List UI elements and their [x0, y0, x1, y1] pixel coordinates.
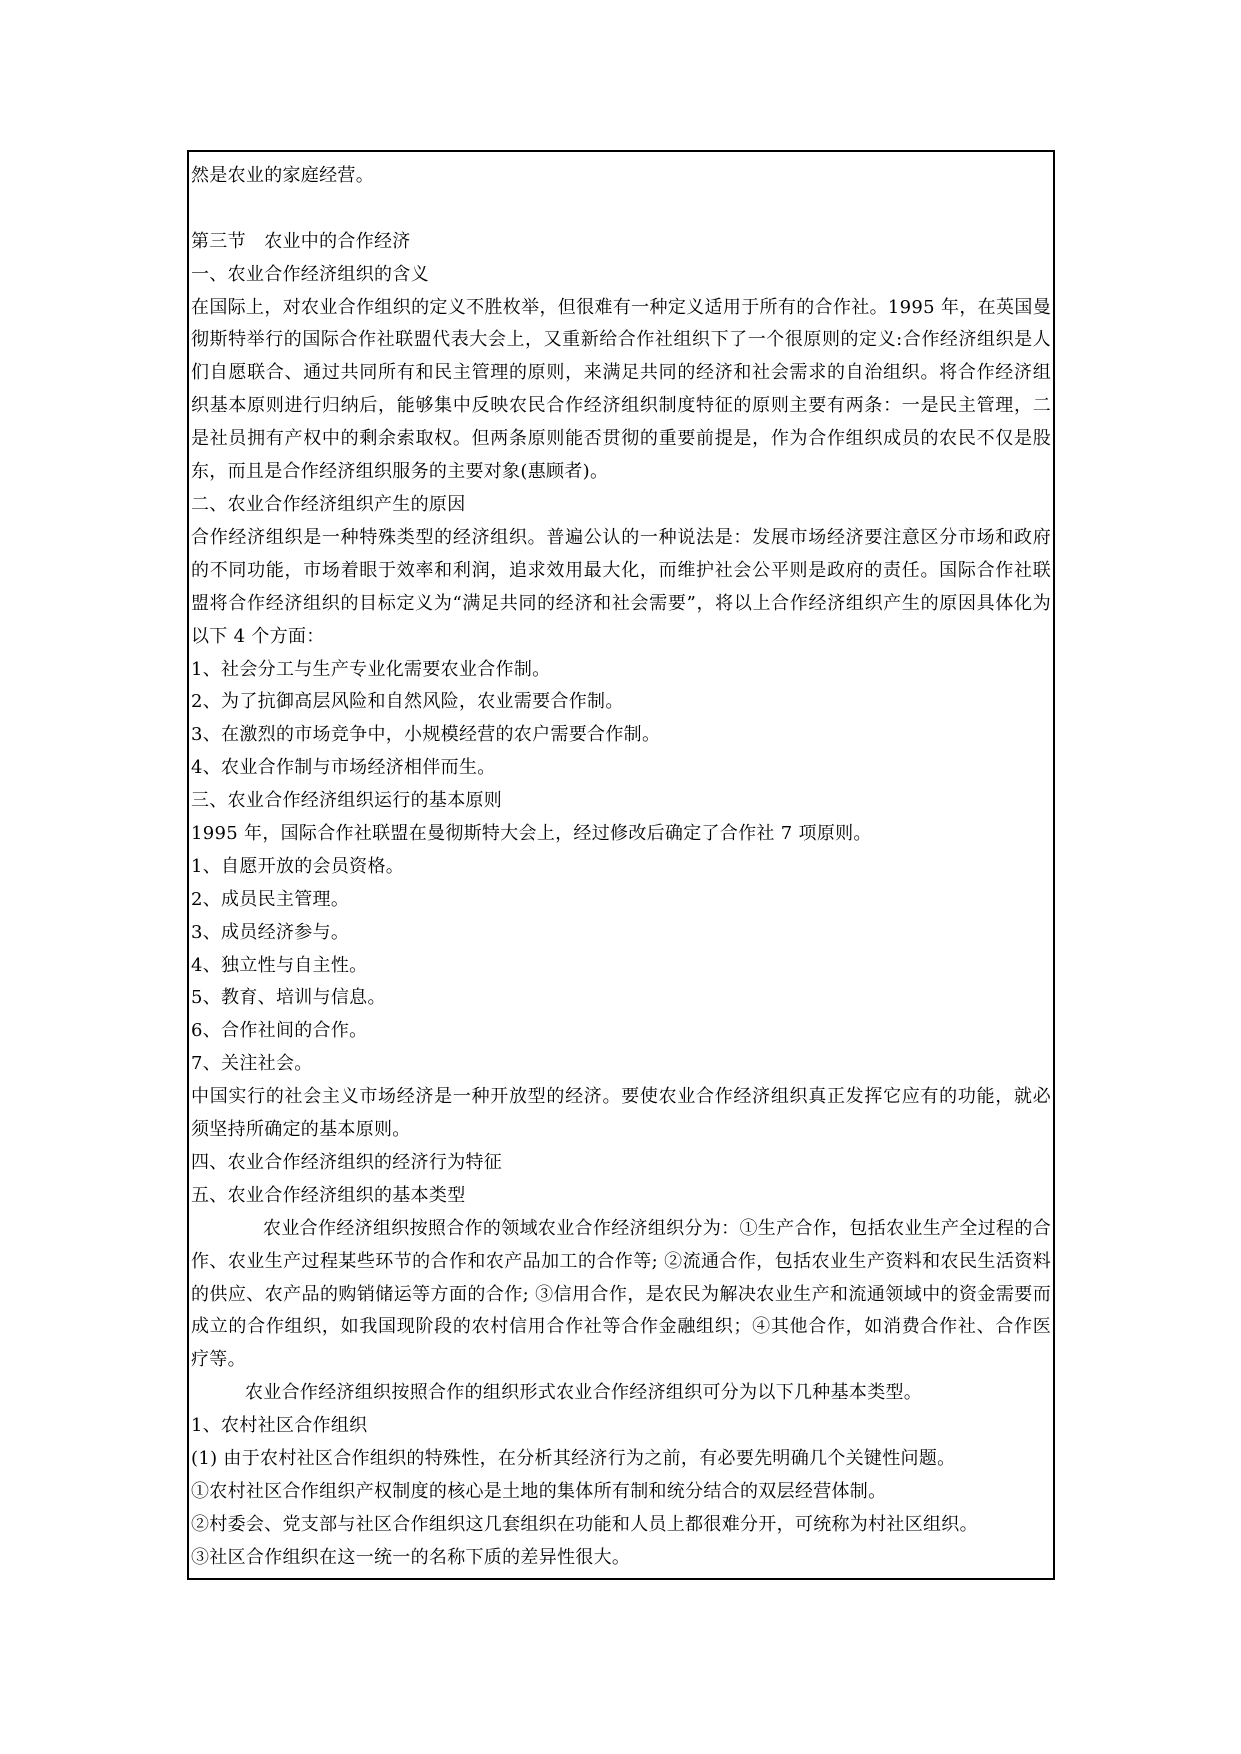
reason-item: 1、社会分工与生产专业化需要农业合作制。 [191, 658, 551, 680]
reason-item: 2、为了抗御高层风险和自然风险，农业需要合作制。 [191, 691, 624, 713]
paragraph-principles-intro: 1995 年，国际合作社联盟在曼彻斯特大会上，经过修改后确定了合作社 7 项原则。 [191, 822, 872, 844]
principle-item: 5、教育、培训与信息。 [191, 987, 386, 1009]
type-point: ③社区合作组织在这一统一的名称下质的差异性很大。 [191, 1546, 631, 1568]
principle-item: 3、成员经济参与。 [191, 921, 350, 943]
blank-line [191, 193, 1051, 226]
principle-item: 4、独立性与自主性。 [191, 954, 368, 976]
heading-1: 一、农业合作经济组织的含义 [191, 263, 429, 285]
paragraph-types-by-form: 农业合作经济组织按照合作的组织形式农业合作经济组织可分为以下几种基本类型。 [245, 1382, 923, 1404]
type-point: ①农村社区合作组织产权制度的核心是土地的集体所有制和统分结合的双层经营体制。 [191, 1480, 887, 1502]
paragraph-definition: 在国际上，对农业合作组织的定义不胜枚举，但很难有一种定义适用于所有的合作社。1995 年，在英国曼彻斯特举行的国际合作社联盟代表大会上，又重新给合作社组织下了一个很原则的定义:合作经济组织是人们自愿联合、通过共同所有和民主管理的原则，来满足共同的经济和社会需求的自治组织。将合作经济组织基本原则进行归纳后，能够集中反映农民合作经济组织制度特征的原则主要有两条：一是民主管理，二是社员拥有产权中的剩余索取权。但两条原则能否贯彻的重要前提是，作为合作组织成员的农民不仅是股东，而且是合作经济组织服务的主要对象(惠顾者)。 [191, 296, 1051, 483]
heading-3: 三、农业合作经济组织运行的基本原则 [191, 790, 503, 812]
paragraph-reasons: 合作经济组织是一种特殊类型的经济组织。普遍公认的一种说法是：发展市场经济要注意区分市场和政府的不同功能，市场着眼于效率和利润，追求效用最大化，而维护社会公平则是政府的责任。国际合作社联盟将合作经济组织的目标定义为“满足共同的经济和社会需要”，将以上合作经济组织产生的原因具体化为以下 4 个方面： [191, 526, 1051, 647]
text-line: 然是农业的家庭经营。 [191, 165, 374, 186]
heading-4: 四、农业合作经济组织的经济行为特征 [191, 1151, 503, 1173]
type-point: (1) 由于农村社区合作组织的特殊性，在分析其经济行为之前，有必要先明确几个关键性问题。 [191, 1448, 956, 1470]
type-heading: 1、农村社区合作组织 [191, 1415, 368, 1437]
heading-2: 二、农业合作经济组织产生的原因 [191, 494, 466, 515]
type-point: ②村委会、党支部与社区合作组织这几套组织在功能和人员上都很难分开，可统称为村社区组织。 [191, 1513, 978, 1535]
principle-item: 2、成员民主管理。 [191, 888, 350, 910]
principle-item: 7、关注社会。 [191, 1053, 313, 1075]
paragraph-types-by-field: 农业合作经济组织按照合作的领域农业合作经济组织分为：①生产合作，包括农业生产全过程的合作、农业生产过程某些环节的合作和农产品加工的合作等; ②流通合作，包括农业生产资料和农民生活资料的供应、农产品的购销储运等方面的合作; ③信用合作，是农民为解决农业生产和流通领域中的资金需要而成立的合作组织，如我国现阶段的农村信用合作社等合作金融组织；④其他合作，如消费合作社、合作医疗等。 [191, 1217, 1051, 1371]
principle-item: 1、自愿开放的会员资格。 [191, 855, 405, 877]
heading-5: 五、农业合作经济组织的基本类型 [191, 1184, 466, 1206]
principle-item: 6、合作社间的合作。 [191, 1020, 368, 1042]
section-title: 第三节 农业中的合作经济 [191, 230, 411, 252]
paragraph-china-market: 中国实行的社会主义市场经济是一种开放型的经济。要使农业合作经济组织真正发挥它应有的功能，就必须坚持所确定的基本原则。 [191, 1086, 1051, 1140]
document-body [191, 160, 1051, 1575]
reason-item: 3、在激烈的市场竞争中，小规模经营的农户需要合作制。 [191, 724, 661, 746]
reason-item: 4、农业合作制与市场经济相伴而生。 [191, 757, 496, 779]
document-frame [187, 150, 1055, 1580]
